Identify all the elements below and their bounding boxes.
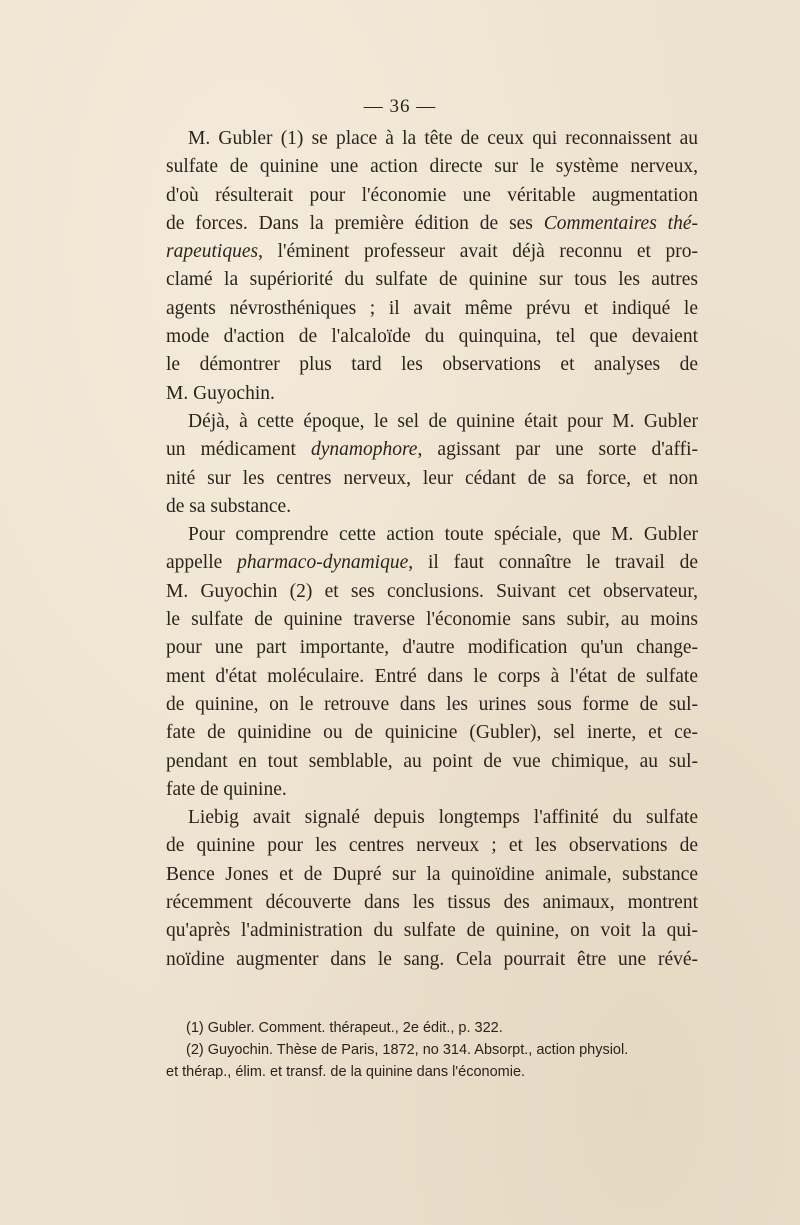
footnote: (1) Gubler. Comment. thérapeut., 2e édit., p. 322. [186, 1020, 503, 1036]
text-line: de quinine pour les centres nerveux ; et les observations de [166, 835, 698, 857]
text-line: fate de quinidine ou de quinicine (Gubler), sel inerte, et ce- [166, 722, 698, 744]
footnote: et thérap., élim. et transf. de la quinine dans l'économie. [166, 1064, 526, 1080]
text-line: de forces. Dans la première édition de ses Commentaires thé- [166, 212, 698, 234]
text-line: Pour comprendre cette action toute spéciale, que M. Gubler [188, 524, 698, 546]
text-line: clamé la supériorité du sulfate de quinine sur tous les autres [166, 269, 698, 291]
body-text [166, 125, 698, 974]
text-line: agents névrosthéniques ; il avait même prévu et indiqué le [166, 297, 698, 319]
text-line: nité sur les centres nerveux, leur cédant de sa force, et non [166, 467, 698, 489]
page-number: — 36 — [363, 96, 437, 117]
text-line: un médicament dynamophore, agissant par une sorte d'affi- [166, 439, 698, 461]
text-line: fate de quinine. [166, 778, 287, 800]
text-line: mode d'action de l'alcaloïde du quinquina, tel que devaient [166, 326, 698, 348]
text-line: pour une part importante, d'autre modification qu'un change- [166, 637, 698, 659]
text-line: le démontrer plus tard les observations et analyses de [166, 354, 698, 376]
text-line: récemment découverte dans les tissus des animaux, montrent [166, 892, 698, 914]
text-line: sulfate de quinine une action directe sur le système nerveux, [166, 156, 698, 178]
text-line: Déjà, à cette époque, le sel de quinine était pour M. Gubler [188, 410, 698, 432]
footnotes [166, 1017, 698, 1083]
text-line: de quinine, on le retrouve dans les urines sous forme de sul- [166, 693, 698, 715]
text-line: M. Guyochin (2) et ses conclusions. Suivant cet observateur, [166, 580, 698, 602]
text-line: pendant en tout semblable, au point de vue chimique, au sul- [166, 750, 698, 772]
text-line: de sa substance. [166, 495, 292, 517]
text-line: Bence Jones et de Dupré sur la quinoïdine animale, substance [166, 863, 698, 885]
text-line: appelle pharmaco-dynamique, il faut connaître le travail de [166, 552, 698, 574]
text-line: noïdine augmenter dans le sang. Cela pourrait être une révé- [166, 948, 698, 970]
text-line: M. Guyochin. [166, 382, 275, 404]
text-line: le sulfate de quinine traverse l'économie sans subir, au moins [166, 609, 698, 631]
footnote: (2) Guyochin. Thèse de Paris, 1872, no 314. Absorpt., action physiol. [186, 1042, 629, 1058]
text-line: ment d'état moléculaire. Entré dans le corps à l'état de sulfate [166, 665, 698, 687]
text-line: d'où résulterait pour l'économie une véritable augmentation [166, 184, 698, 206]
text-line: rapeutiques, l'éminent professeur avait déjà reconnu et pro- [166, 241, 698, 263]
text-line: qu'après l'administration du sulfate de quinine, on voit la qui- [166, 920, 698, 942]
text-line: Liebig avait signalé depuis longtemps l'affinité du sulfate [188, 807, 698, 829]
text-line: M. Gubler (1) se place à la tête de ceux qui reconnaissent au [188, 128, 698, 149]
